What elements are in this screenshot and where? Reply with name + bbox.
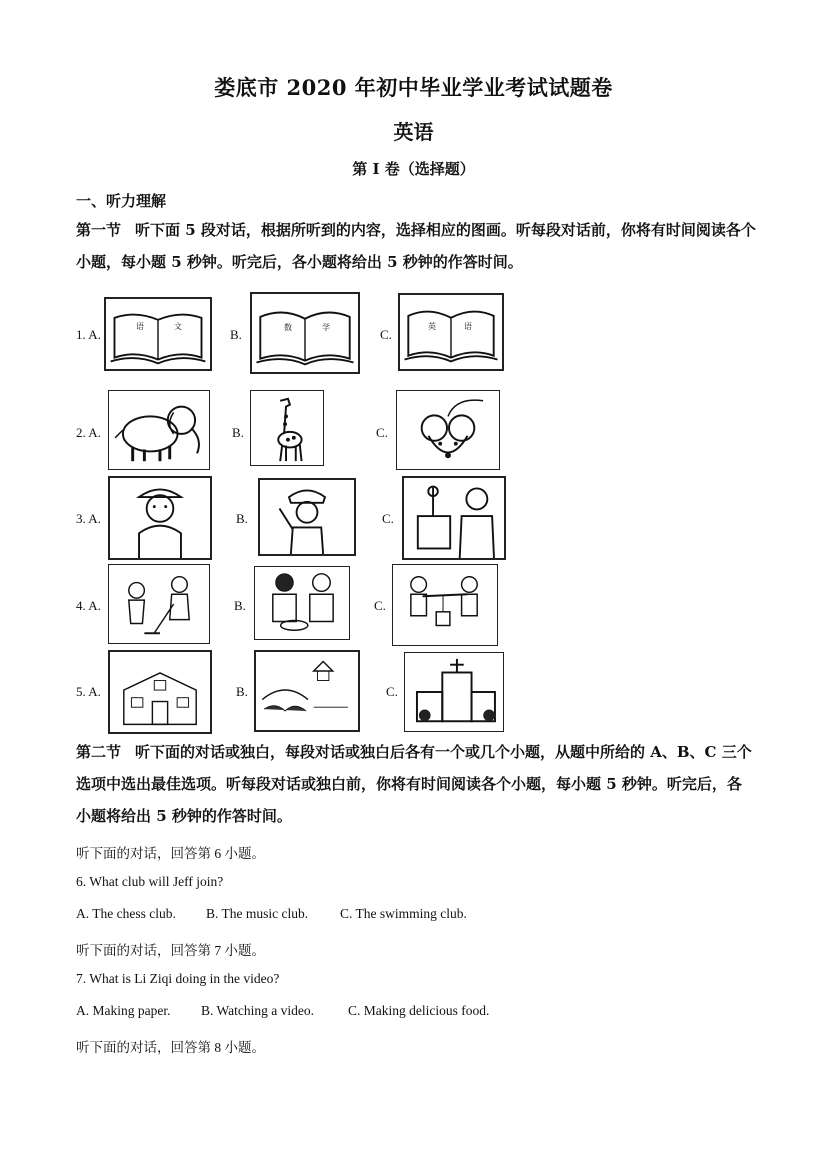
- q4-option-c-carrying-picture[interactable]: [392, 564, 498, 646]
- q6-question: 6. What club will Jeff join?: [76, 874, 224, 889]
- scientist-icon: [404, 478, 504, 558]
- q1-label-b: B.: [230, 327, 242, 342]
- exam-title: 娄底市 2020 年初中毕业学业考试试题卷: [214, 75, 613, 100]
- q7-instruction: 听下面的对话，回答第 7 小题。: [76, 943, 265, 958]
- q5-label-b: B.: [236, 684, 248, 699]
- q6-option-a[interactable]: A. The chess club.: [76, 906, 176, 921]
- book-icon: [106, 299, 210, 369]
- mouse-icon: [397, 391, 499, 469]
- q8-instruction: 听下面的对话，回答第 8 小题。: [76, 1040, 265, 1055]
- q4-label-c: C.: [374, 598, 386, 613]
- book-text: 语: [136, 322, 144, 331]
- q4-label-a: 4. A.: [76, 598, 101, 613]
- book-text: 语: [464, 322, 472, 331]
- subject-title: 英语: [393, 120, 434, 144]
- park-landscape-icon: [256, 652, 358, 730]
- section2-text: 听下面的对话或独白，每段对话或独白后各有一个或几个小题，从题中所给的 A、B、C 三个选项中选出最佳选项。听每段对话或独白前，你将有时间阅读各个小题，每小题 5 秒钟。听完后，各小题将给出 5 秒钟的作答时间。: [76, 743, 752, 825]
- book-text: 文: [174, 322, 182, 331]
- q1-label-c: C.: [380, 327, 392, 342]
- school-building-icon: [110, 652, 210, 732]
- q1-label-a: 1. A.: [76, 327, 101, 342]
- section1-instructions: [76, 214, 756, 278]
- q3-label-c: C.: [382, 511, 394, 526]
- q5-option-c-hospital-picture[interactable]: [404, 652, 504, 732]
- q2-label-c: C.: [376, 425, 388, 440]
- q2-option-c-mouse-picture[interactable]: [396, 390, 500, 470]
- section2-label: 第二节: [76, 743, 122, 761]
- section1-label: 第一节: [76, 221, 122, 239]
- q1-option-a-book-picture[interactable]: [104, 297, 212, 371]
- q3-label-b: B.: [236, 511, 248, 526]
- policeman-icon: [260, 480, 354, 554]
- section2-instructions: [76, 736, 756, 832]
- q3-label-a: 3. A.: [76, 511, 101, 526]
- q3-option-c-scientist-picture[interactable]: [402, 476, 506, 560]
- q7-option-c[interactable]: C. Making delicious food.: [348, 1003, 490, 1018]
- q5-option-b-park-picture[interactable]: [254, 650, 360, 732]
- hospital-building-icon: [405, 653, 503, 731]
- q5-label-a: 5. A.: [76, 684, 101, 699]
- q2-label-a: 2. A.: [76, 425, 101, 440]
- giraffe-icon: [251, 391, 323, 465]
- q5-option-a-school-picture[interactable]: [108, 650, 212, 734]
- book-text: 学: [322, 323, 330, 332]
- q6-instruction: 听下面的对话，回答第 6 小题。: [76, 846, 265, 861]
- worker-icon: [110, 478, 210, 558]
- q3-option-b-policeman-picture[interactable]: [258, 478, 356, 556]
- q7-option-a[interactable]: A. Making paper.: [76, 1003, 171, 1018]
- q2-option-a-elephant-picture[interactable]: [108, 390, 210, 470]
- q2-option-b-giraffe-picture[interactable]: [250, 390, 324, 466]
- q6-option-c[interactable]: C. The swimming club.: [340, 906, 467, 921]
- elephant-icon: [109, 391, 209, 469]
- book-icon: [252, 294, 358, 372]
- q7-option-b[interactable]: B. Watching a video.: [201, 1003, 315, 1018]
- cleaning-icon: [109, 565, 209, 643]
- book-icon: [400, 295, 502, 369]
- carrying-water-icon: [393, 565, 497, 645]
- q1-option-b-book-picture[interactable]: [250, 292, 360, 374]
- part-heading: 一、听力理解: [76, 192, 167, 210]
- q7-question: 7. What is Li Ziqi doing in the video?: [76, 971, 280, 986]
- book-text: 英: [428, 322, 436, 331]
- book-text: 数: [284, 323, 292, 332]
- q3-option-a-worker-picture[interactable]: [108, 476, 212, 560]
- section1-text: 听下面 5 段对话，根据所听到的内容，选择相应的图画。听每段对话前，你将有时间阅读各个小题，每小题 5 秒钟。听完后，各小题将给出 5 秒钟的作答时间。: [76, 221, 756, 271]
- q1-option-c-book-picture[interactable]: [398, 293, 504, 371]
- q4-option-a-cleaning-picture[interactable]: [108, 564, 210, 644]
- q4-label-b: B.: [234, 598, 246, 613]
- q6-option-b[interactable]: B. The music club.: [206, 906, 309, 921]
- washing-icon: [255, 567, 349, 639]
- q2-label-b: B.: [232, 425, 244, 440]
- q5-label-c: C.: [386, 684, 398, 699]
- volume-title: 第 I 卷（选择题）: [352, 160, 475, 178]
- q4-option-b-washing-picture[interactable]: [254, 566, 350, 640]
